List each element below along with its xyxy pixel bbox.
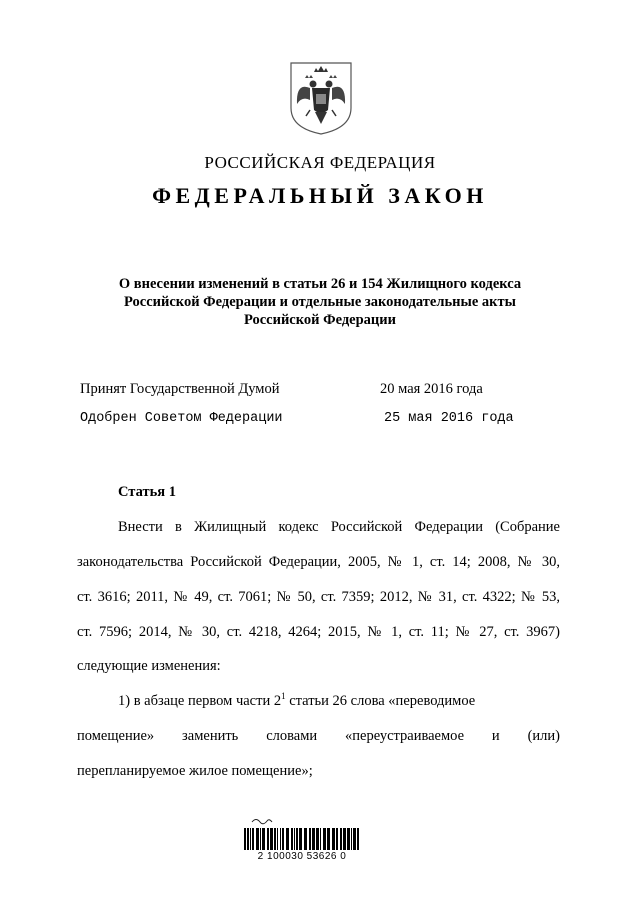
paragraph-line: ст. 7596; 2014, № 30, ст. 4218, 4264; 2015, № 1, ст. 11; № 27, ст. 3967) bbox=[77, 624, 560, 640]
state-name: РОССИЙСКАЯ ФЕДЕРАЦИЯ bbox=[204, 153, 436, 172]
paragraph-line: следующие изменения: bbox=[77, 658, 221, 674]
barcode-icon bbox=[242, 816, 362, 872]
barcode-number: 2 100030 53626 0 bbox=[257, 851, 347, 862]
paragraph-line: ст. 3616; 2011, № 49, ст. 7061; № 50, ст. 7359; 2012, № 31, ст. 4322; № 53, bbox=[77, 589, 560, 605]
amendment-item-line: помещение» заменить словами «переустраиваемое и (или) bbox=[77, 728, 560, 744]
law-title bbox=[0, 275, 640, 329]
council-approval-label: Одобрен Советом Федерации bbox=[80, 411, 283, 426]
article-heading: Статья 1 bbox=[118, 484, 176, 500]
paragraph-line: Внести в Жилищный кодекс Российской Федерации (Собрание bbox=[118, 519, 560, 535]
law-title-line: О внесении изменений в статьи 26 и 154 Жилищного кодекса bbox=[118, 276, 522, 292]
law-title-line: Российской Федерации bbox=[243, 312, 396, 328]
council-approval-date: 25 мая 2016 года bbox=[384, 411, 514, 426]
amendment-item-line bbox=[118, 693, 560, 710]
duma-adoption-label: Принят Государственной Думой bbox=[80, 381, 280, 397]
coat-of-arms-emblem-icon bbox=[288, 60, 354, 136]
duma-adoption-date: 20 мая 2016 года bbox=[380, 381, 483, 397]
paragraph-line: законодательства Российской Федерации, 2005, № 1, ст. 14; 2008, № 30, bbox=[77, 554, 560, 570]
document-type: ФЕДЕРАЛЬНЫЙ ЗАКОН bbox=[152, 183, 488, 208]
law-title-line: Российской Федерации и отдельные законодательные акты bbox=[124, 294, 516, 310]
amendment-item-line: перепланируемое жилое помещение»; bbox=[77, 763, 313, 779]
superscript-number: 1 bbox=[281, 691, 286, 701]
amendment-item-text: 1) в абзаце первом части $2^1$ статьи 26 слова «переводимое bbox=[118, 691, 476, 709]
